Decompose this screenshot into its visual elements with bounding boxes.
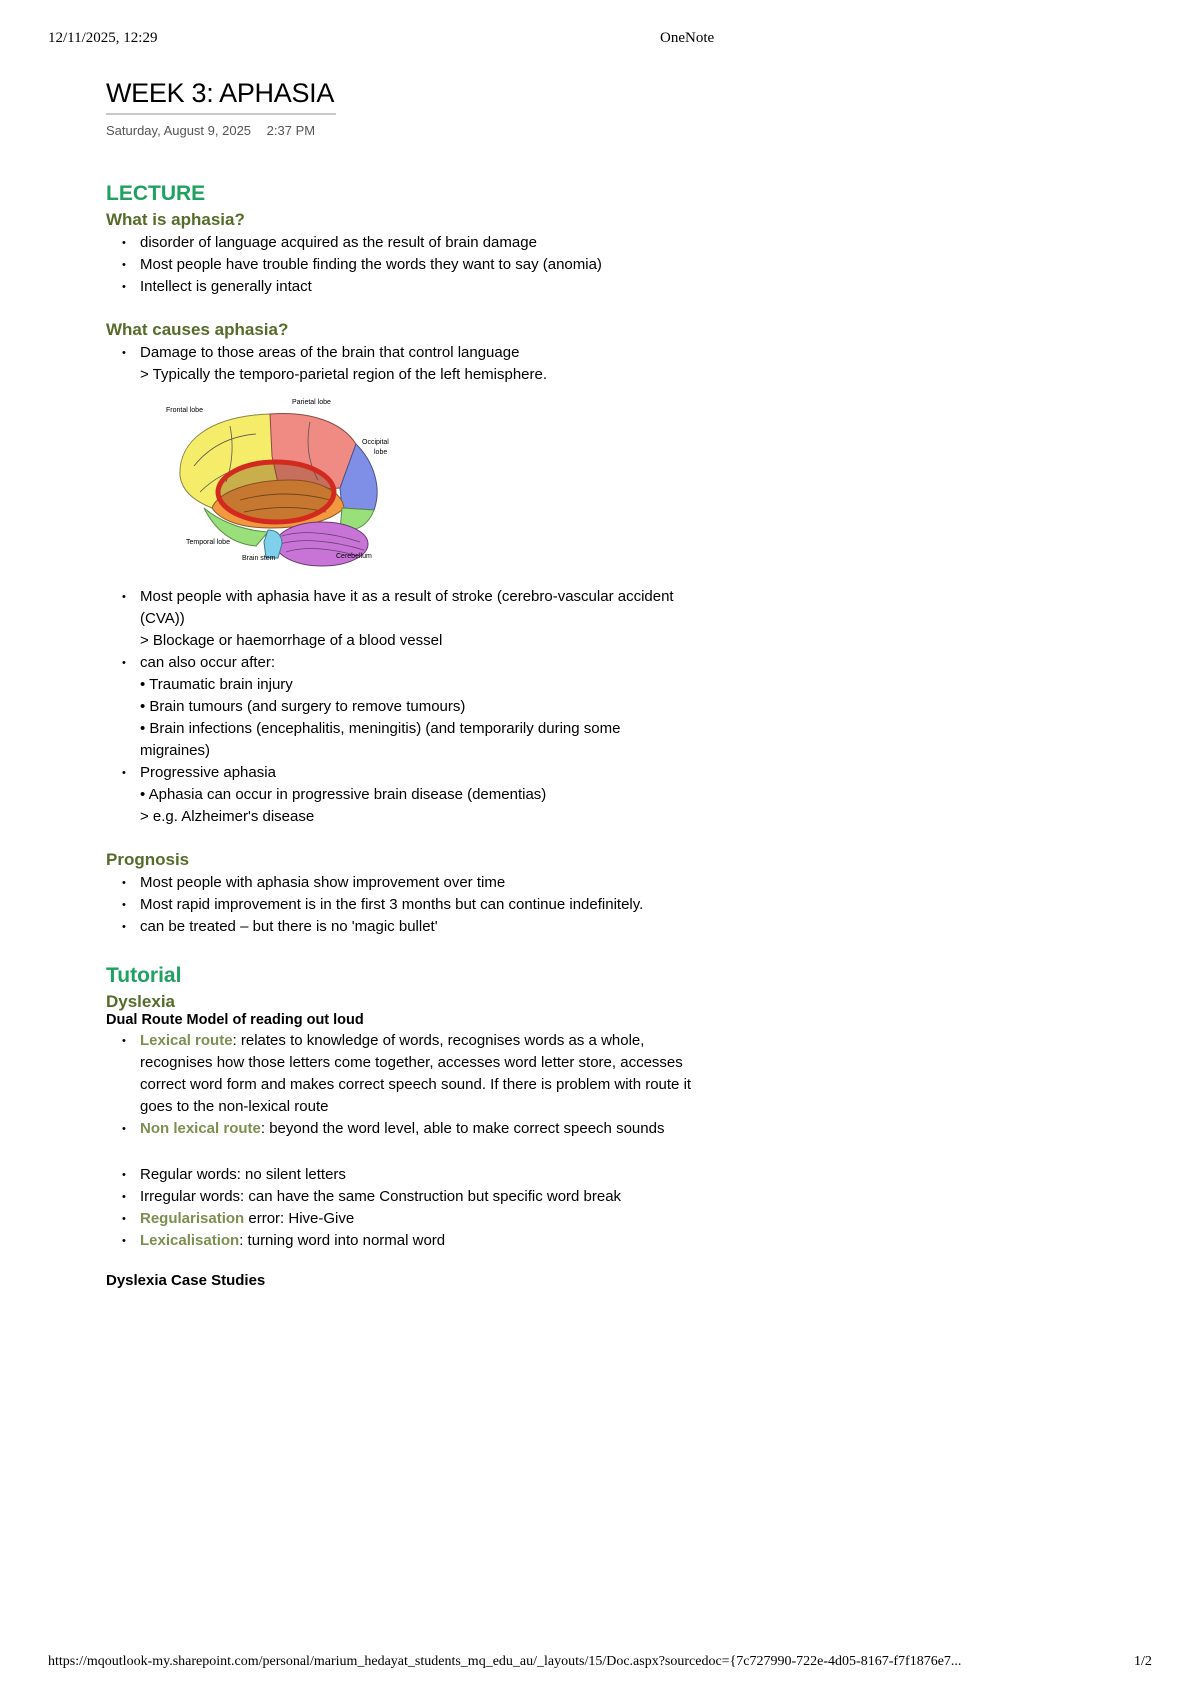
list-item-text: • Damage to those areas of the brain that control language (140, 344, 520, 361)
occipital-lobe-label-2: lobe (374, 449, 388, 456)
list-item: • Most rapid improvement is in the first 3 months but can continue indefinitely. (140, 894, 746, 916)
list-item: • Irregular words: can have the same Construction but specific word break (140, 1186, 746, 1208)
list-item-text-cont: correct word form and makes correct speech sound. If there is problem with route it (140, 1076, 692, 1093)
prognosis-heading: Prognosis (106, 850, 190, 869)
list-item (140, 1118, 746, 1140)
list-item (140, 1230, 746, 1252)
list-item: • Most people with aphasia show improvement over time (140, 872, 746, 894)
lexicalisation-text: : turning word into normal word (239, 1232, 446, 1249)
prognosis-list (106, 872, 746, 938)
what-causes-aphasia-heading: What causes aphasia? (106, 320, 289, 339)
list-item-subline: • Aphasia can occur in progressive brain disease (dementias) (140, 786, 547, 803)
page-time: 2:37 PM (266, 123, 316, 138)
occipital-lobe-label: Occipital (362, 439, 389, 446)
lexicalisation-term: Lexicalisation (140, 1232, 240, 1249)
page-title[interactable]: WEEK 3: APHASIA (106, 78, 336, 115)
list-item (140, 342, 746, 386)
lexical-route-text: : relates to knowledge of words, recognises words as a whole, (232, 1032, 645, 1049)
print-footer (48, 1654, 1158, 1676)
list-item: • Intellect is generally intact (140, 276, 746, 298)
cerebellum-label: Cerebellum (336, 553, 372, 560)
list-item: • Most people have trouble finding the words they want to say (anomia) (140, 254, 746, 276)
list-item-text: • can also occur after: (140, 654, 276, 671)
list-item (140, 1208, 746, 1230)
causes-list (106, 342, 746, 386)
page-date: Saturday, August 9, 2025 (106, 123, 252, 138)
parietal-lobe-label: Parietal lobe (292, 399, 331, 406)
list-item-subline: > Blockage or haemorrhage of a blood vessel (140, 632, 443, 649)
list-item-text: • Most people with aphasia have it as a result of stroke (cerebro-vascular accident (140, 588, 674, 605)
list-item-subline: • Traumatic brain injury (140, 676, 293, 693)
page-meta (106, 123, 746, 138)
brain-stem-region (264, 530, 282, 558)
list-item-text-cont: goes to the non-lexical route (140, 1098, 329, 1115)
tutorial-heading: Tutorial (106, 964, 182, 987)
print-page-number: 1/2 (1134, 1654, 1152, 1669)
spacer (106, 1140, 746, 1162)
print-url: https://mqoutlook-my.sharepoint.com/personal/marium_hedayat_students_mq_edu_au/_layouts/15/Doc.aspx?sourcedoc={7c727990-722e-4d05-8167-f7f1876e7... (48, 1654, 962, 1669)
list-item-text-cont: recognises how those letters come together, accesses word letter store, accesses (140, 1054, 683, 1071)
list-item-text: • Progressive aphasia (140, 764, 276, 781)
causes-list-continued (106, 586, 746, 828)
dyslexia-heading: Dyslexia (106, 992, 175, 1011)
list-item (140, 586, 746, 652)
non-lexical-route-term: Non lexical route (140, 1120, 261, 1137)
list-item-subline: migraines) (140, 742, 211, 759)
lexical-route-term: Lexical route (140, 1032, 233, 1049)
list-item-subline: > Typically the temporo-parietal region of the left hemisphere. (140, 366, 548, 383)
list-item (140, 762, 746, 828)
list-item: • can be treated – but there is no 'magic bullet' (140, 916, 746, 938)
print-header (48, 30, 1158, 52)
lecture-heading: LECTURE (106, 182, 206, 205)
list-item (140, 652, 746, 762)
non-lexical-route-text: : beyond the word level, able to make correct speech sounds (260, 1120, 665, 1137)
list-item-subline: • Brain tumours (and surgery to remove tumours) (140, 698, 466, 715)
list-item-text (140, 1030, 746, 1052)
word-types-list (106, 1164, 746, 1252)
list-item-text-cont: (CVA)) (140, 610, 185, 627)
frontal-lobe-label: Frontal lobe (166, 407, 203, 414)
what-is-aphasia-heading: What is aphasia? (106, 210, 245, 229)
list-item-subline: • Brain infections (encephalitis, meningitis) (and temporarily during some (140, 720, 621, 737)
highlight-ellipse (218, 462, 334, 522)
regularisation-term: Regularisation (140, 1210, 245, 1227)
dual-route-model-heading: Dual Route Model of reading out loud (106, 1012, 364, 1028)
print-date: 12/11/2025, 12:29 (48, 30, 158, 46)
dual-route-list (106, 1030, 746, 1140)
list-item: • disorder of language acquired as the result of brain damage (140, 232, 746, 254)
dyslexia-case-studies-heading: Dyslexia Case Studies (106, 1272, 266, 1289)
brain-lobes-diagram (160, 396, 400, 576)
list-item: • Regular words: no silent letters (140, 1164, 746, 1186)
what-is-aphasia-list (106, 232, 746, 298)
temporal-lobe-label: Temporal lobe (186, 539, 230, 546)
regularisation-text: error: Hive-Give (244, 1210, 355, 1227)
list-item-subline: > e.g. Alzheimer's disease (140, 808, 315, 825)
note-page (106, 78, 746, 1289)
brain-stem-label: Brain stem (242, 555, 276, 562)
print-app-name: OneNote (660, 30, 715, 46)
list-item (140, 1030, 746, 1118)
